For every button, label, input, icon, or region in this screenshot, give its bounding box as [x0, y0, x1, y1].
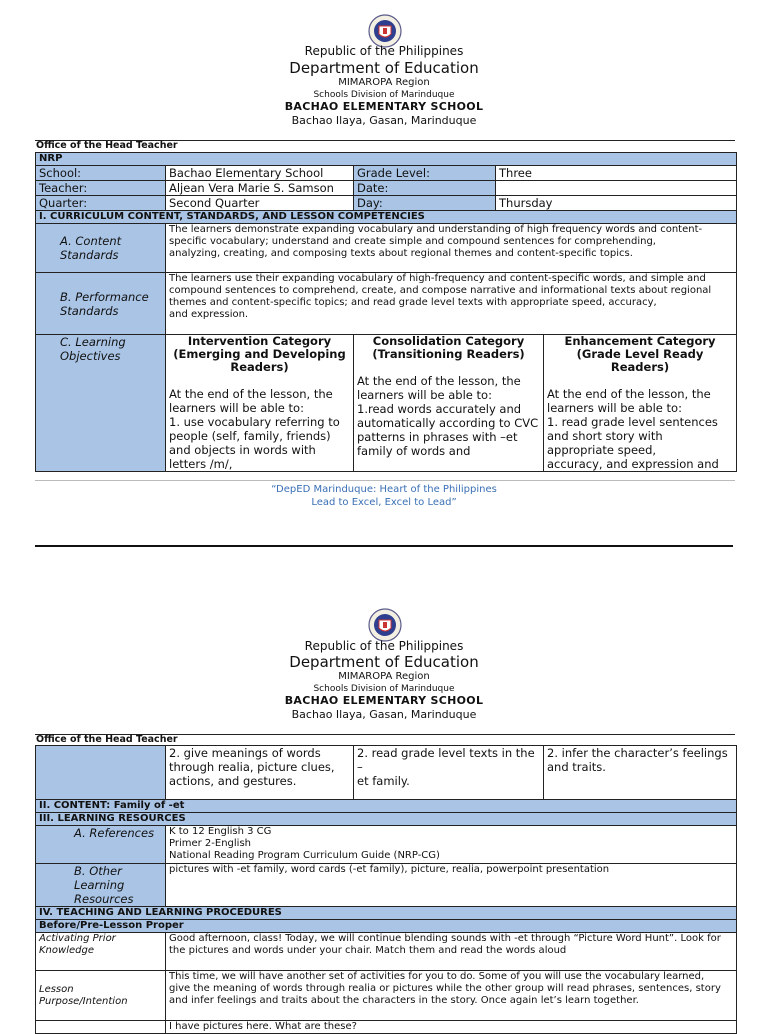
objective-2-intervention: 2. give meanings of words through realia, picture clues, actions, and gestures. — [166, 746, 354, 800]
quarter-value: Second Quarter — [166, 196, 354, 211]
department-title: Department of Education — [289, 653, 479, 671]
school-address: Bachao Ilaya, Gasan, Marinduque — [291, 708, 477, 721]
objective-2-enhancement: 2. infer the character’s feelings and traits. — [544, 746, 737, 800]
purpose-label: Lesson Purpose/Intention — [36, 971, 166, 1021]
teacher-label: Teacher: — [36, 181, 166, 196]
next-row-text: I have pictures here. What are these? — [166, 1021, 737, 1034]
section-2-heading: II. CONTENT: Family of -et — [36, 800, 737, 813]
department-title: Department of Education — [289, 59, 479, 77]
objectives-continued-label — [36, 746, 166, 800]
consolidation-category-text: At the end of the lesson, the learners will be able to: 1.read words accurately and automatically according to CVC patterns in phrases with –et family of words and — [357, 374, 539, 458]
grade-label: Grade Level: — [354, 166, 496, 181]
section-1-heading: I. CURRICULUM CONTENT, STANDARDS, AND LESSON COMPETENCIES — [36, 211, 737, 224]
next-row-label — [36, 1021, 166, 1034]
performance-standards-text: The learners use their expanding vocabulary of high-frequency and content-specific words, and simple and compound sentences to comprehend, create, and compose narrative and informational texts about regional themes and content-specific topics; and read grade level texts with appropriate speed, accuracy, and expression. — [166, 273, 737, 335]
school-value: Bachao Elementary School — [166, 166, 354, 181]
teacher-value: Aljean Vera Marie S. Samson — [166, 181, 354, 196]
nrp-header: NRP — [36, 153, 737, 166]
activating-text: Good afternoon, class! Today, we will continue blending sounds with -et through “Picture Word Hunt”. Look for the pictures and words under your chair. Match them and read the words aloud — [166, 933, 737, 971]
region-text: MIMAROPA Region — [338, 671, 430, 682]
footer-motto-2: Lead to Excel, Excel to Lead” — [311, 497, 457, 508]
republic-text: Republic of the Philippines — [304, 639, 464, 653]
content-standards-text: The learners demonstrate expanding vocabulary and understanding of high frequency words and content-specific vocabulary; understand and create simple and compound sentences for comprehending, analyzing, creating, and composing texts about regional themes and content-specific topics. — [166, 224, 737, 273]
enhancement-category-text: At the end of the lesson, the learners will be able to: 1. read grade level sentences and short story with appropriate speed, accuracy, and expression and — [547, 387, 719, 471]
grade-value: Three — [496, 166, 737, 181]
purpose-text: This time, we will have another set of activities for you to do. Some of you will use the vocabulary learned, give the meaning of words through realia or pictures while the other group will read phrases, sentences, story and infer feelings and traits about the characters in the story. Once again let’s learn together. — [166, 971, 737, 1021]
quarter-label: Quarter: — [36, 196, 166, 211]
other-resources-text: pictures with -et family, word cards (-et family), picture, realia, powerpoint presentation — [166, 864, 737, 907]
day-label: Day: — [354, 196, 496, 211]
region-text: MIMAROPA Region — [338, 77, 430, 88]
intervention-category-title: Intervention Category (Emerging and Developing Readers) — [173, 334, 346, 374]
school-name: BACHAO ELEMENTARY SCHOOL — [284, 694, 484, 707]
performance-standards-label: B. Performance Standards — [36, 273, 166, 335]
content-standards-label: A. Content Standards — [36, 224, 166, 273]
references-text: K to 12 English 3 CG Primer 2-English National Reading Program Curriculum Guide (NRP-CG) — [166, 826, 737, 864]
division-text: Schools Division of Marinduque — [313, 90, 455, 100]
footer-motto-1: “DepED Marinduque: Heart of the Philippines — [271, 484, 497, 495]
office-label: Office of the Head Teacher — [36, 140, 178, 151]
school-name: BACHAO ELEMENTARY SCHOOL — [284, 100, 484, 113]
republic-text: Republic of the Philippines — [304, 44, 464, 58]
objective-2-consolidation: 2. read grade level texts in the – et family. — [354, 746, 544, 800]
activating-label: Activating Prior Knowledge — [36, 933, 166, 971]
intervention-category-text: At the end of the lesson, the learners will be able to: 1. use vocabulary referring to people (self, family, friends) and objects in words with letters /m/, — [169, 387, 340, 471]
enhancement-category-title: Enhancement Category (Grade Level Ready Readers) — [564, 334, 716, 374]
section-4-heading: IV. TEACHING AND LEARNING PROCEDURES — [36, 907, 737, 920]
date-label: Date: — [354, 181, 496, 196]
day-value: Thursday — [496, 196, 737, 211]
deped-seal-icon — [368, 608, 402, 642]
lesson-plan-table-2 — [35, 745, 737, 1034]
school-label: School: — [36, 166, 166, 181]
school-address: Bachao Ilaya, Gasan, Marinduque — [291, 114, 477, 127]
references-label: A. References — [36, 826, 166, 864]
other-resources-label: B. Other Learning Resources — [36, 864, 166, 907]
learning-objectives-label: C. Learning Objectives — [36, 335, 166, 472]
division-text: Schools Division of Marinduque — [313, 684, 455, 694]
consolidation-category-title: Consolidation Category (Transitioning Readers) — [372, 334, 525, 361]
office-label: Office of the Head Teacher — [36, 734, 178, 745]
section-3-heading: III. LEARNING RESOURCES — [36, 813, 737, 826]
before-lesson-heading: Before/Pre-Lesson Proper — [36, 920, 737, 933]
